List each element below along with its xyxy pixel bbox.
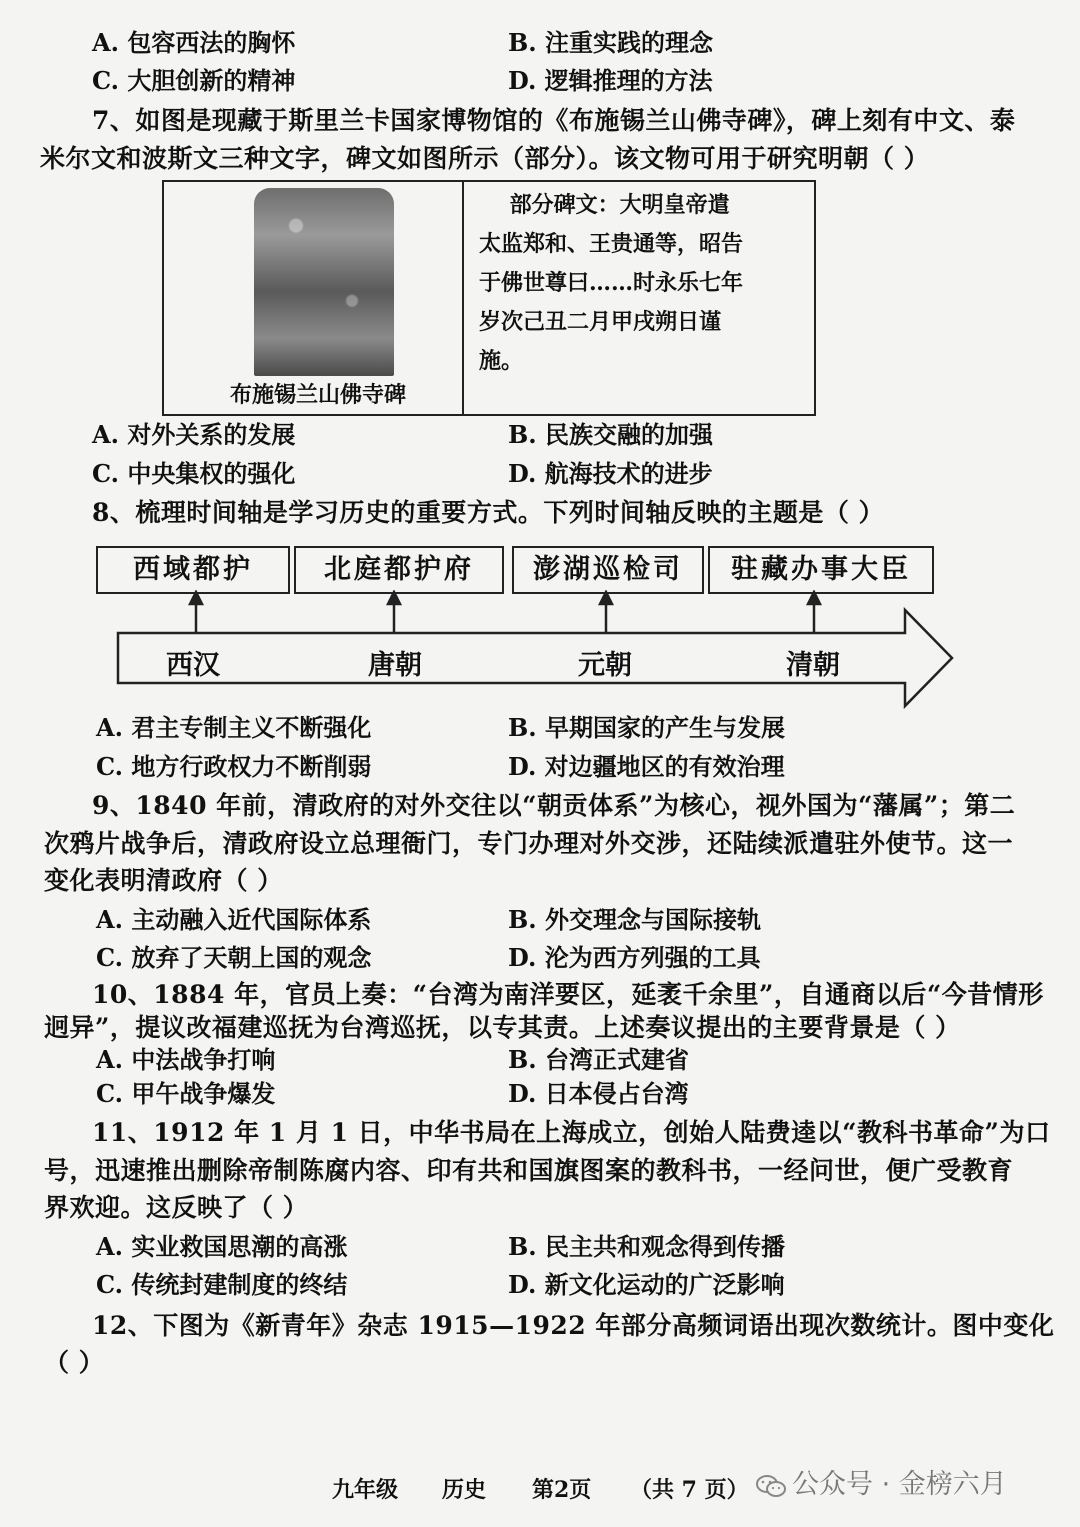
timeline-box-penghu: 澎湖巡检司 — [512, 546, 704, 594]
q8-option-c[interactable]: C. 地方行政权力不断削弱 — [96, 752, 372, 781]
q9-stem-line2: 次鸦片战争后，清政府设立总理衙门，专门办理对外交涉，还陆续派遣驻外使节。这一 — [44, 829, 1014, 858]
footer-page: 第2页 — [532, 1477, 592, 1503]
q7-stem-line2: 米尔文和波斯文三种文字，碑文如图所示（部分）。该文物可用于研究明朝（ ） — [40, 144, 930, 173]
q9-option-c[interactable]: C. 放弃了天朝上国的观念 — [96, 943, 372, 972]
q6-option-d[interactable]: D. 逻辑推理的方法 — [508, 66, 713, 95]
timeline-box-beiting: 北庭都护府 — [294, 546, 504, 594]
q10-option-d[interactable]: D. 日本侵占台湾 — [508, 1079, 689, 1108]
q6-option-c[interactable]: C. 大胆创新的精神 — [92, 66, 296, 95]
timeline-dynasty-qing: 清朝 — [786, 650, 840, 681]
q12-stem-line1: 12、下图为《新青年》杂志 1915—1922 年部分高频词语出现次数统计。图中变化 — [92, 1311, 1055, 1340]
q9-option-d[interactable]: D. 沦为西方列强的工具 — [508, 943, 761, 972]
timeline-dynasty-yuan: 元朝 — [578, 650, 632, 681]
footer-grade: 九年级 — [332, 1477, 399, 1503]
q7-figure — [162, 180, 816, 416]
q12-stem-line2: （ ） — [44, 1348, 105, 1377]
q7-stem-line1: 7、如图是现藏于斯里兰卡国家博物馆的《布施锡兰山佛寺碑》，碑上刻有中文、泰 — [92, 106, 1016, 135]
figure-divider — [462, 182, 464, 414]
q8-stem: 8、梳理时间轴是学习历史的重要方式。下列时间轴反映的主题是（ ） — [92, 498, 885, 527]
timeline-dynasty-xihan: 西汉 — [166, 650, 220, 681]
q7-option-b[interactable]: B. 民族交融的加强 — [508, 420, 713, 449]
footer-subject: 历史 — [442, 1477, 487, 1503]
q10-option-a[interactable]: A. 中法战争打响 — [96, 1045, 276, 1074]
timeline-pointers — [190, 592, 820, 633]
q6-option-a[interactable]: A. 包容西法的胸怀 — [92, 28, 296, 57]
watermark-text: 公众号 · 金榜六月 — [792, 1469, 1007, 1500]
q11-stem-line2: 号，迅速推出删除帝制陈腐内容、印有共和国旗图案的教科书，一经问世，便广受教育 — [44, 1156, 1014, 1185]
q7-option-a[interactable]: A. 对外关系的发展 — [92, 420, 296, 449]
stele-inscription: 部分碑文：大明皇帝遣 太监郑和、王贵通等，昭告 于佛世尊曰……时永乐七年 岁次己丑二月甲戌朔日谨 施。 — [479, 192, 744, 374]
q6-option-b[interactable]: B. 注重实践的理念 — [508, 28, 713, 57]
watermark — [756, 1462, 1007, 1501]
q9-stem-line3: 变化表明清政府（ ） — [44, 866, 283, 895]
q10-option-c[interactable]: C. 甲午战争爆发 — [96, 1079, 276, 1108]
timeline-box-zhuzang: 驻藏办事大臣 — [708, 546, 934, 594]
q10-stem-line1: 10、1884 年，官员上奏：“台湾为南洋要区，延袤千余里”，自通商以后“今昔情形 — [92, 980, 1044, 1009]
stele-caption: 布施锡兰山佛寺碑 — [230, 382, 407, 408]
timeline-box-xiyu: 西域都护 — [96, 546, 290, 594]
q8-option-d[interactable]: D. 对边疆地区的有效治理 — [508, 752, 785, 781]
q11-option-a[interactable]: A. 实业救国思潮的高涨 — [96, 1232, 348, 1261]
q8-option-a[interactable]: A. 君主专制主义不断强化 — [96, 713, 372, 742]
wechat-icon — [756, 1474, 786, 1498]
q11-stem-line3: 界欢迎。这反映了（ ） — [44, 1193, 309, 1222]
q9-option-a[interactable]: A. 主动融入近代国际体系 — [96, 905, 372, 934]
q7-option-d[interactable]: D. 航海技术的进步 — [508, 459, 713, 488]
q11-option-d[interactable]: D. 新文化运动的广泛影响 — [508, 1270, 785, 1299]
q9-option-b[interactable]: B. 外交理念与国际接轨 — [508, 905, 761, 934]
stele-photo — [254, 188, 394, 376]
q10-option-b[interactable]: B. 台湾正式建省 — [508, 1045, 689, 1074]
timeline-dynasty-tang: 唐朝 — [368, 650, 422, 681]
q7-option-c[interactable]: C. 中央集权的强化 — [92, 459, 296, 488]
q10-stem-line2: 迥异”，提议改福建巡抚为台湾巡抚，以专其责。上述奏议提出的主要背景是（ ） — [44, 1013, 961, 1042]
footer-total: （共 7 页） — [630, 1477, 749, 1503]
q8-option-b[interactable]: B. 早期国家的产生与发展 — [508, 713, 785, 742]
q11-option-b[interactable]: B. 民主共和观念得到传播 — [508, 1232, 785, 1261]
timeline-arrow — [0, 590, 1080, 720]
q9-stem-line1: 9、1840 年前，清政府的对外交往以“朝贡体系”为核心，视外国为“藩属”；第二 — [92, 791, 1016, 820]
q11-option-c[interactable]: C. 传统封建制度的终结 — [96, 1270, 348, 1299]
q11-stem-line1: 11、1912 年 1 月 1 日，中华书局在上海成立，创始人陆费逵以“教科书革命”为口 — [92, 1118, 1051, 1147]
